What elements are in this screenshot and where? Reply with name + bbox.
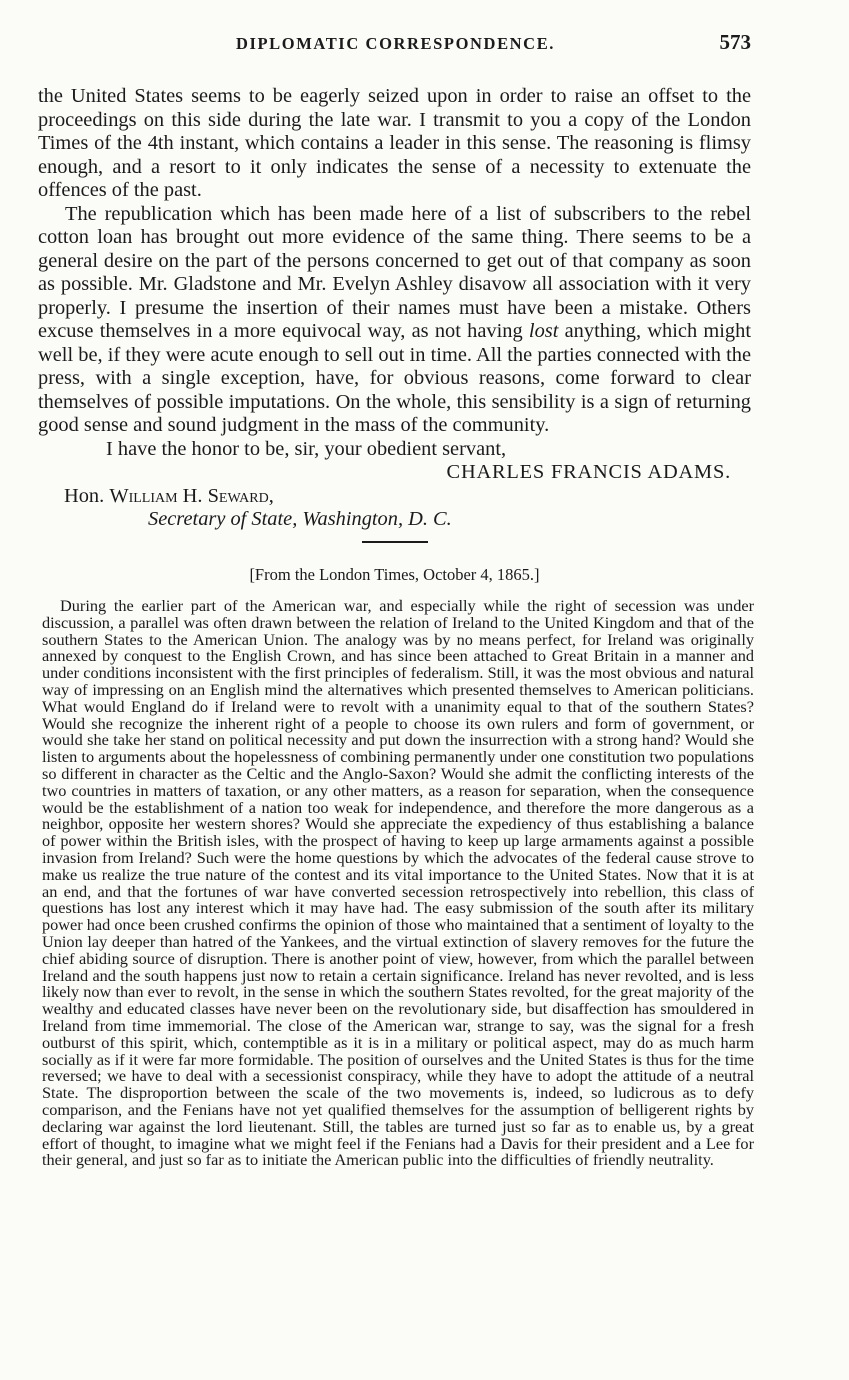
page-number: 573 xyxy=(719,30,751,54)
letter-paragraph-2 xyxy=(38,203,751,438)
section-divider xyxy=(362,541,428,543)
addressee-title: Secretary of State, Washington, D. C. xyxy=(148,508,452,530)
letter-body xyxy=(38,85,751,532)
emphasized-word: lost xyxy=(528,320,559,342)
letter-paragraph-2-part-1: The republication which has been made here of a list of subscribers to the rebel cotton loan has brought out more evidence of the same thing. There seems to be a general desire on the part of the persons concerned to get out of that company as soon as possible. Mr. Gladstone and Mr. Evelyn Ashley disavow all association with it very properly. I presume the insertion of their names must have been a mistake. Others excuse themselves in a more equivocal way, as not having xyxy=(38,202,751,342)
signature: CHARLES FRANCIS ADAMS. xyxy=(446,461,731,483)
running-header: DIPLOMATIC CORRESPONDENCE. xyxy=(235,34,556,53)
enclosure-article xyxy=(42,598,754,1169)
letter-closing: I have the honor to be, sir, your obedient servant, xyxy=(106,437,507,460)
addressee-prefix: Hon. xyxy=(64,484,105,507)
enclosure-paragraph: During the earlier part of the American war, and especially while the right of secession was under discussion, a parallel was often drawn between the relation of Ireland to the United Kingdom and that of the southern States to the American Union. The analogy was by no means perfect, for Ireland was originally annexed by conquest to the English Crown, and has since been attached to Great Britain in a manner and under conditions inconsistent with the first principles of federalism. Still, it was the most obvious and natural way of impressing on an English mind the alternatives which presented themselves to American politicians. What would England do if Ireland were to revolt with a unanimity equal to that of the southern States? Would she recognize the inherent right of a people to choose its own rulers and form of government, or would she take her stand on political necessity and put down the insurrection with a strong hand? Would she listen to arguments about the hopelessness of combining permanently under one constitution two populations so different in character as the Celtic and the Anglo-Saxon? Would she admit the conflicting interests of the two countries in matters of taxation, or any other matters, as a reason for separation, when the consequence would be the establishment of a nation too weak for independence, and therefore the more dangerous as a neighbor, opposite her western shores? Would she appreciate the expediency of thus establishing a balance of power within the British isles, with the prospect of having to keep up large armaments against a possible invasion from Ireland? Such were the home questions by which the advocates of the federal cause strove to make us realize the true nature of the contest and its vital importance to the United States. Now that it is at an end, and that the fortunes of war have converted secession retrospectively into rebellion, this class of questions has lost any interest which it may have had. The easy submission of the south after its military power had once been crushed confirms the opinion of those who maintained that a sentiment of loyalty to the Union lay deeper than hatred of the Yankees, and the virtual extinction of slavery removes for the future the chief abiding source of disruption. There is another point of view, however, from which the parallel between Ireland and the south happens just now to retain a certain significance. Ireland has never revolted, and is less likely now than ever to revolt, in the sense in which the southern States revolted, for the great majority of the wealthy and educated classes have never been on the revolutionary side, but disaffection has smouldered in Ireland from time immemorial. The close of the American war, strange to say, was the signal for a fresh outburst of this spirit, which, contemptible as it is in a military or political aspect, may do as much harm socially as if it were far more formidable. The position of ourselves and the United States is thus for the time reversed; we have to deal with a secessionist conspiracy, while they have to adopt the attitude of a neutral State. The disproportion between the scale of the two movements is, indeed, so ludicrous as to defy comparison, and the Fenians have not yet qualified themselves for the assumption of belligerent rights by declaring war against the lord lieutenant. Still, the tables are turned just so far as to enable us, by a great effort of thought, to imagine what we might feel if the Fenians had a Davis for their president and a Lee for their general, and just so far as to initiate the American public into the difficulties of friendly neutrality. xyxy=(42,596,754,1170)
letter-paragraph-1: the United States seems to be eagerly seized upon in order to raise an offset to the proceedings on this side during the late war. I transmit to you a copy of the London Times of the 4th instant, which contains a leader in this sense. The reasoning is flimsy enough, and a resort to it only indicates the sense of a necessity to extenuate the offences of the past. xyxy=(38,85,751,201)
letter-paragraph-2-part-2: anything, which might well be, if they were acute enough to sell out in time. All the parties connected with the press, with a single exception, have, for obvious reasons, come forward to clear themselves of possible imputations. On the whole, this sensibility is a sign of returning good sense and sound judgment in the mass of the community. xyxy=(38,320,751,436)
enclosure-source: [From the London Times, October 4, 1865.] xyxy=(249,565,540,584)
addressee-name: William H. Seward, xyxy=(109,484,274,507)
addressee xyxy=(38,485,751,509)
